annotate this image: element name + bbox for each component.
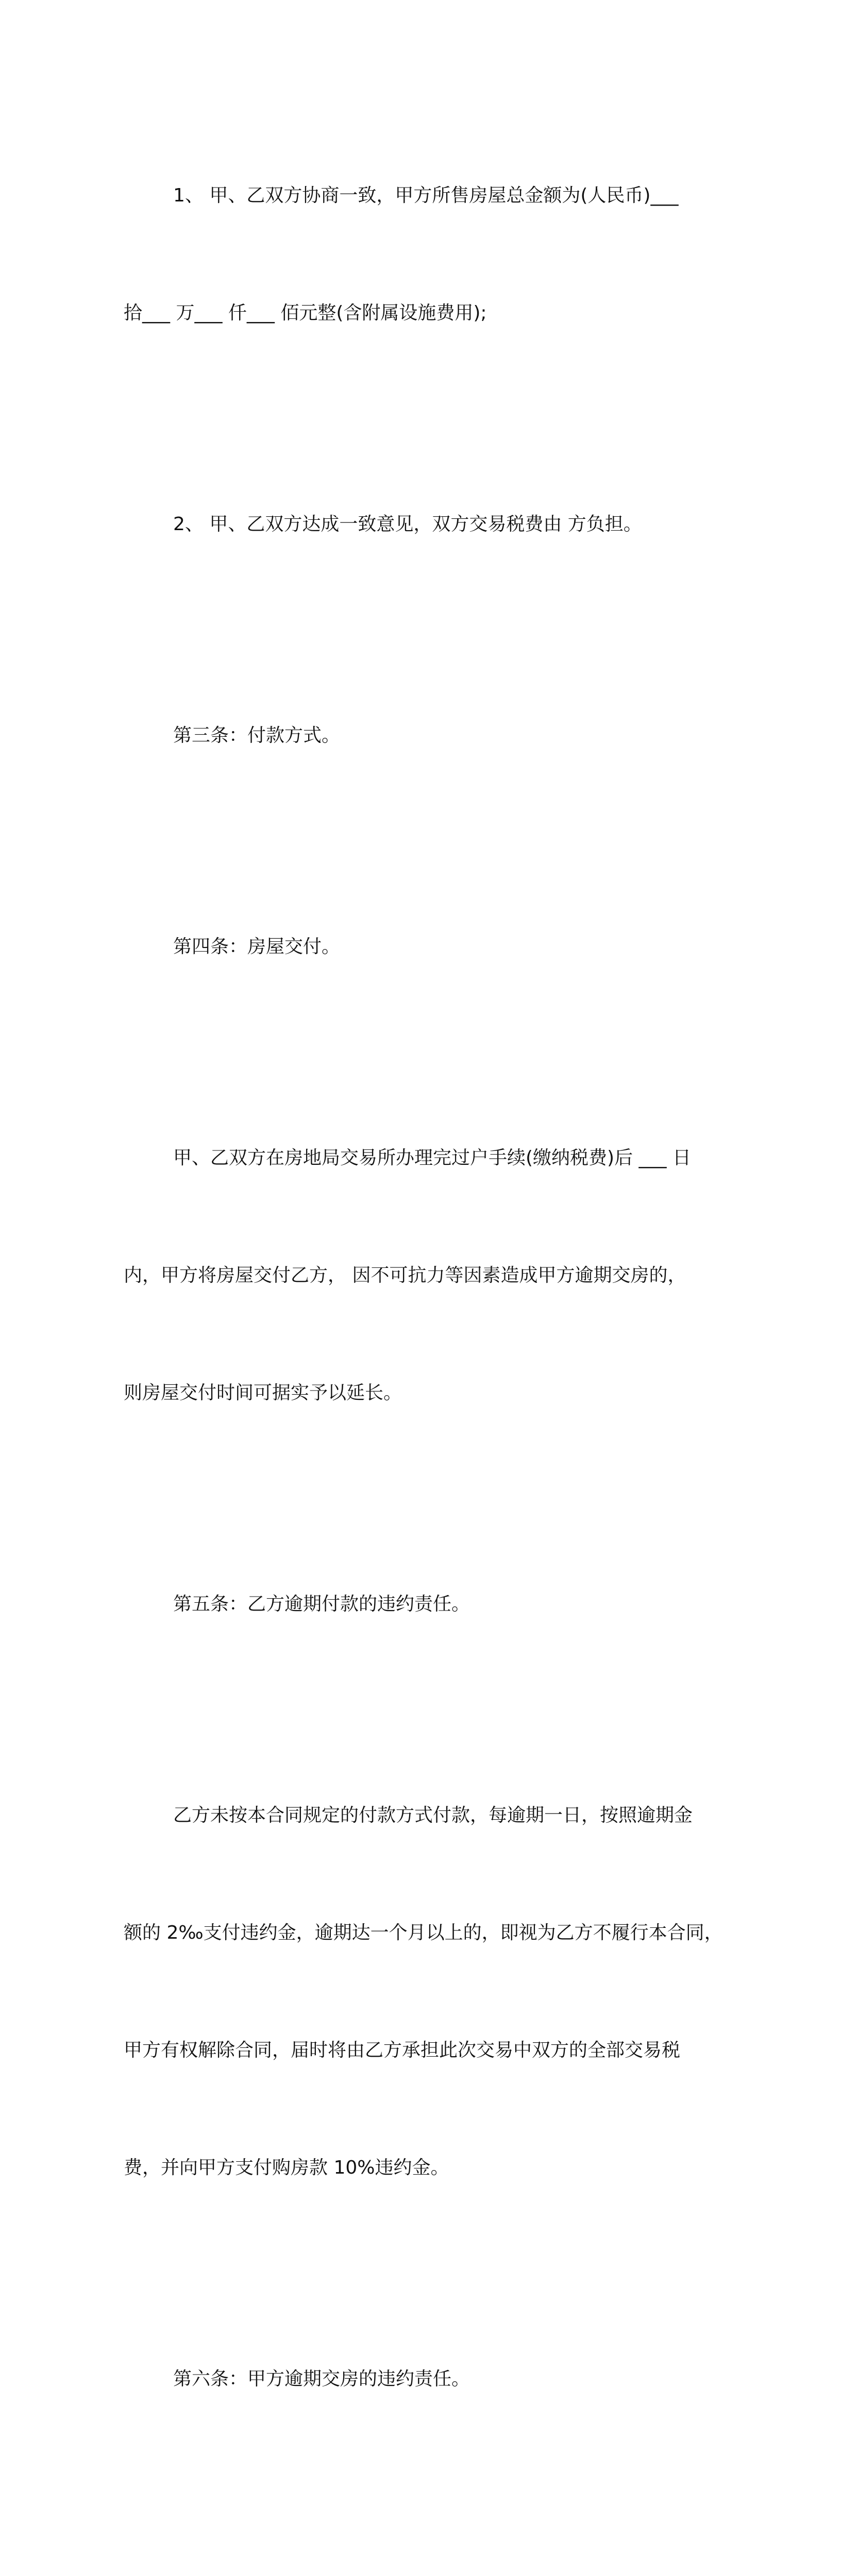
text-line: 甲、乙双方在房地局交易所办理完过户手续(缴纳税费)后 ___ 日 [173,1147,691,1168]
article-3-heading [124,638,732,834]
text-line: 内，甲方将房屋交付乙方， 因不可抗力等因素造成甲方逾期交房的， [124,1265,686,1286]
article-4-body [124,1060,732,1491]
heading-line: 第五条：乙方逾期付款的违约责任。 [173,1594,470,1615]
clause-item-2 [124,427,732,622]
clause-item-1 [124,98,732,411]
heading-line: 第六条：甲方逾期交房的违约责任。 [173,2368,470,2389]
heading-line: 第四条：房屋交付。 [173,936,341,957]
contract-text [124,98,732,2576]
text-line: 甲方有权解除合同，届时将由乙方承担此次交易中双方的全部交易税 [124,2040,681,2061]
article-6-heading [124,2281,732,2477]
heading-line: 第三条：付款方式。 [173,725,341,746]
text-line: 乙方未按本合同规定的付款方式付款，每逾期一日，按照逾期金 [173,1805,693,1826]
text-line: 1、 甲、乙双方协商一致，甲方所售房屋总金额为(人民币)___ [173,185,679,206]
text-line: 额的 2‰支付违约金，逾期达一个月以上的，即视为乙方不履行本合同， [124,1922,723,1943]
article-5-heading [124,1506,732,1702]
text-line: 费，并向甲方支付购房款 10%违约金。 [124,2157,449,2178]
text-line: 2、 甲、乙双方达成一致意见，双方交易税费由 方负担。 [173,514,642,535]
article-4-heading [124,849,732,1045]
text-line: 则房屋交付时间可据实予以延长。 [124,1382,402,1403]
article-5-body [124,1718,732,2266]
text-line: 拾___ 万___ 仟___ 佰元整(含附属设施费用); [124,302,487,324]
article-6-body [124,2493,732,2576]
text-line [124,2571,732,2576]
